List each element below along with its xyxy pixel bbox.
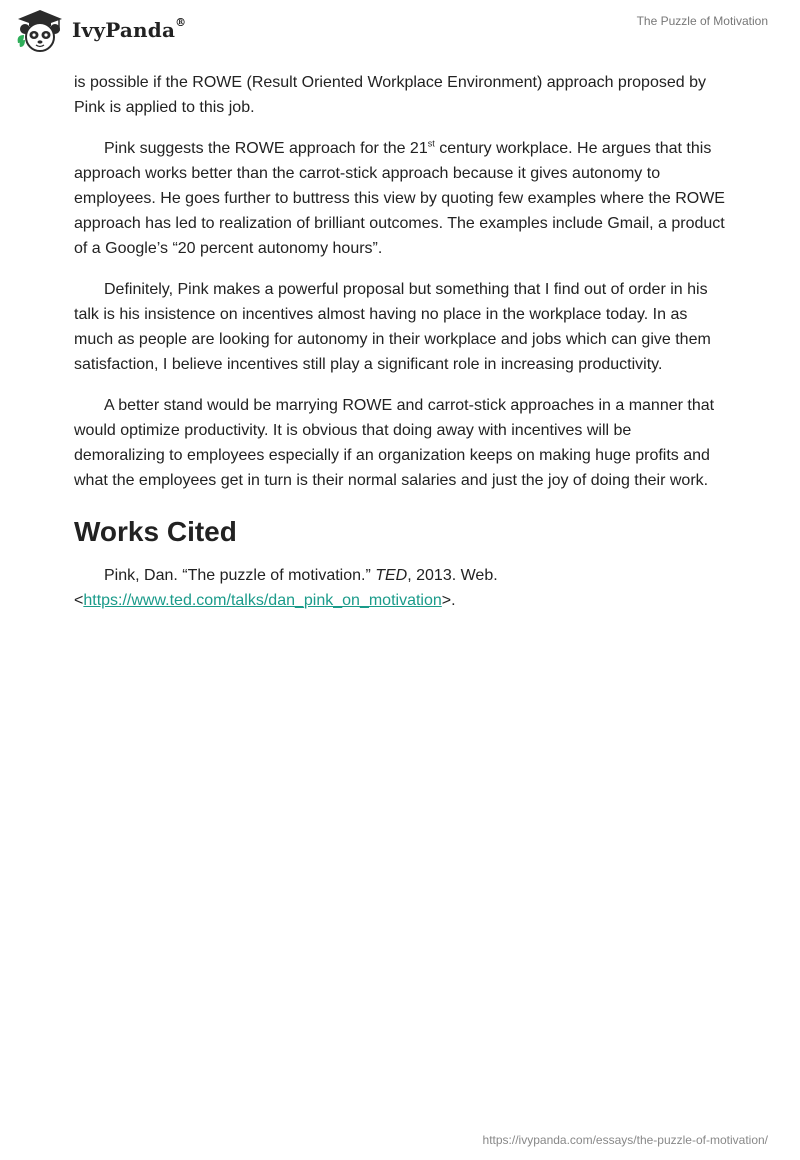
page-header (0, 0, 800, 60)
ivypanda-logo[interactable] (14, 7, 186, 53)
paragraph-2: Pink suggests the ROWE approach for the 21st century workplace. He argues that this approach works better than the carrot-stick approach because it gives autonomy to employees. He goes further to buttress this view by quoting few examples where the ROWE approach has led to realization of brilliant outcomes. The examples include Gmail, a product of a Google’s “20 percent autonomy hours”. (74, 138, 725, 257)
footer-source-url[interactable]: https://ivypanda.com/essays/the-puzzle-of-motivation/ (482, 1133, 768, 1147)
works-cited-heading: Works Cited (74, 516, 237, 547)
citation-entry: Pink, Dan. “The puzzle of motivation.” TED, 2013. Web. <https://www.ted.com/talks/dan_pink_on_motivation>. (74, 567, 498, 609)
paragraph-4: A better stand would be marrying ROWE and carrot-stick approaches in a manner that would optimize productivity. It is obvious that doing away with incentives will be demoralizing to employees especially if an organization keeps on making huge profits and what the employees get in turn is their normal salaries and just the joy of doing their work. (74, 397, 715, 489)
document-title: The Puzzle of Motivation (636, 14, 768, 28)
paragraph-3: Definitely, Pink makes a powerful proposal but something that I find out of order in his talk is his insistence on incentives almost having no place in the workplace today. In as much as people are looking for autonomy in their workplace and jobs which can give them satisfaction, I believe incentives still play a significant role in increasing productivity. (74, 281, 711, 373)
registered-mark: ® (175, 16, 187, 30)
essay-content (74, 70, 726, 629)
brand-name: IvyPanda® (72, 16, 187, 42)
paragraph-1: is possible if the ROWE (Result Oriented Workplace Environment) approach proposed by Pink is applied to this job. (74, 74, 706, 116)
panda-logo-icon (14, 7, 66, 53)
ordinal-superscript: st (427, 138, 435, 149)
citation-link[interactable]: https://www.ted.com/talks/dan_pink_on_motivation (83, 592, 442, 609)
